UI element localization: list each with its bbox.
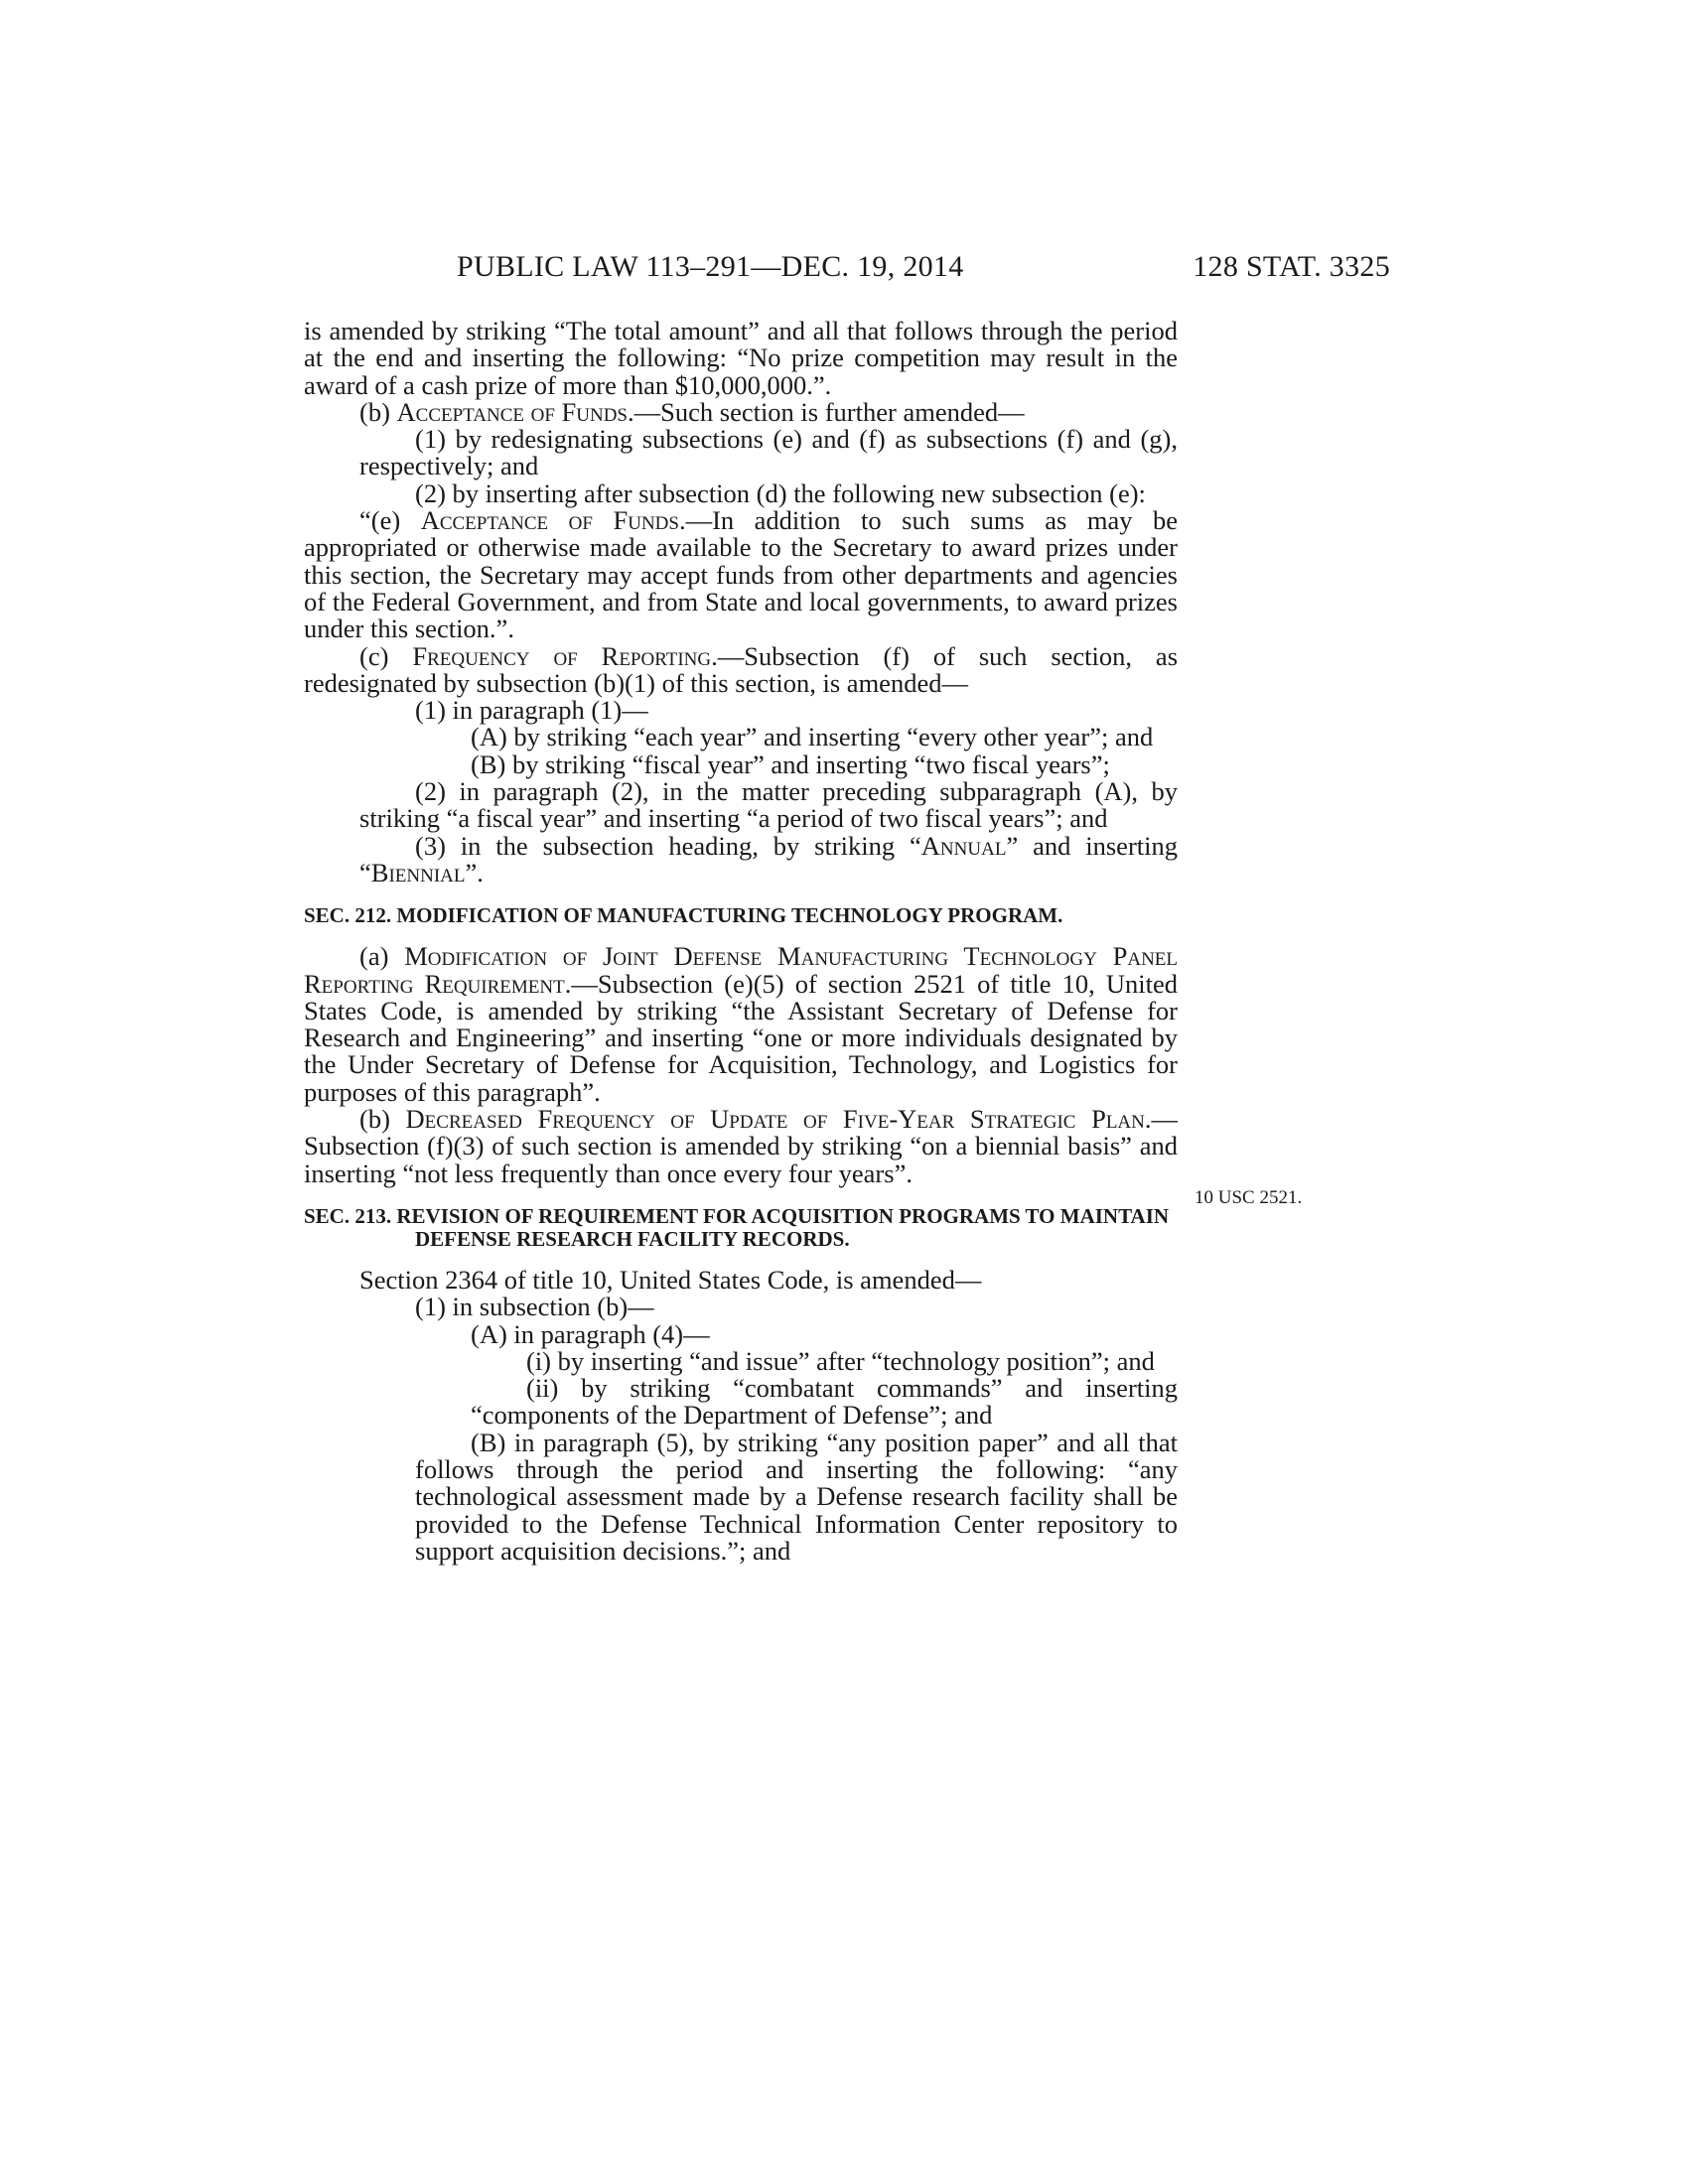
header-law-citation: PUBLIC LAW 113–291—DEC. 19, 2014 [457, 250, 964, 283]
subsection-b-heading: Acceptance of Funds [396, 396, 628, 427]
quoted-subsection-e-text: .—In addition to such sums as may be appropriated or otherwise made available to the Secretary to award prizes under this section, the Secretary may accept funds from other departments and agencies of the Federal Government, and from State and local governments, to award prizes under this section.”. [304, 505, 1178, 644]
subsection-c-heading: Frequency of Reporting [412, 640, 712, 671]
section-212-b-enum: (b) [359, 1104, 390, 1135]
paragraph-c3-mid: ” and inserting “ [359, 830, 1178, 887]
section-213-heading [304, 1205, 1178, 1251]
paragraph-c2: (2) in paragraph (2), in the matter preceding subparagraph (A), by striking “a fiscal year” and inserting “a period of two fiscal years”; and [359, 776, 1178, 834]
paragraph-c3 [304, 830, 1178, 887]
section-212-b-text: .—Subsection (f)(3) of such section is amended by striking “on a biennial basis” and inserting “not less frequently than once every four years”. [304, 1104, 1179, 1188]
subsection-b-enum: (b) [359, 396, 390, 427]
section-212-b [304, 1106, 1178, 1187]
paragraph-c3-end: ”. [465, 857, 484, 887]
section-212-heading [304, 904, 1178, 927]
section-213-number: SEC. 213. [304, 1203, 392, 1228]
subsection-c-text: .—Subsection (f) of such section, as redesignated by subsection (b)(1) of this section, is amended— [304, 640, 1179, 698]
subsection-b [304, 396, 1178, 427]
section-213-clause-ii: (ii) by striking “combatant commands” and inserting “components of the Department of Defense”; and [471, 1373, 1178, 1431]
header-stat-page: 128 STAT. 3325 [1193, 250, 1390, 283]
subparagraph-c1B: (B) by striking “fiscal year” and inserting “two fiscal years”; [471, 749, 1110, 779]
section-213-subparagraph-A: (A) in paragraph (4)— [471, 1318, 710, 1349]
quoted-subsection-e [304, 507, 1178, 642]
section-212-a-heading: Modification of Joint Defense Manufacturing Technology Panel Reporting Requirement [304, 941, 1178, 999]
section-212-a-text: .—Subsection (e)(5) of section 2521 of title 10, United States Code, is amended by striking “the Assistant Secretary of Defense for Research and Engineering” and inserting “one or more individuals designated by the Under Secretary of Defense for Acquisition, Technology, and Logistics for purposes of this paragraph”. [304, 968, 1178, 1107]
subsection-c [304, 640, 1179, 698]
paragraph-c1: (1) in paragraph (1)— [415, 695, 648, 726]
document-body [304, 318, 1178, 1565]
section-212-number: SEC. 212. [304, 903, 392, 928]
quoted-subsection-e-heading: Acceptance of Funds [420, 505, 679, 536]
section-213-intro: Section 2364 of title 10, United States Code, is amended— [359, 1264, 982, 1295]
section-213-subparagraph-B: (B) in paragraph (5), by striking “any position paper” and all that follows through the period and inserting the following: “any technological assessment made by a Defense research facility shall be provided to the Defense Technical Information Center repository to support acquisition decisions.”; and [415, 1427, 1178, 1566]
section-213-clause-i: (i) by inserting “and issue” after “technology position”; and [526, 1345, 1155, 1376]
paragraph-continuation: is amended by striking “The total amount” and all that follows through the period at the end and inserting the following: “No prize competition may result in the award of a cash prize of more than $10,000,000.”. [304, 316, 1178, 400]
paragraph-b1: (1) by redesignating subsections (e) and (f) as subsections (f) and (g), respectively; and [359, 424, 1178, 481]
subsection-b-text: .—Such section is further amended— [628, 396, 1025, 427]
section-212-a-enum: (a) [359, 941, 389, 972]
section-212-a [304, 943, 1178, 1106]
annual-term: Annual [920, 830, 1007, 861]
paragraph-b2: (2) by inserting after subsection (d) the following new subsection (e): [415, 478, 1146, 508]
section-212-title: MODIFICATION OF MANUFACTURING TECHNOLOGY PROGRAM. [396, 903, 1063, 928]
quoted-subsection-e-enum: “(e) [359, 505, 401, 536]
section-213-title: REVISION OF REQUIREMENT FOR ACQUISITION PROGRAMS TO MAINTAIN DEFENSE RESEARCH FACILITY RECORDS. [396, 1203, 1170, 1251]
subsection-c-enum: (c) [359, 640, 389, 671]
margin-note-usc: 10 USC 2521. [1195, 1187, 1303, 1208]
paragraph-c3-text: (3) in the subsection heading, by striking “ [415, 830, 921, 861]
biennial-term: Biennial [370, 857, 466, 887]
section-212-b-heading: Decreased Frequency of Update of Five-Year Strategic Plan [405, 1104, 1145, 1135]
subparagraph-c1A: (A) by striking “each year” and inserting “every other year”; and [471, 722, 1154, 752]
running-header [457, 250, 1390, 290]
section-213-paragraph-1: (1) in subsection (b)— [415, 1292, 654, 1322]
